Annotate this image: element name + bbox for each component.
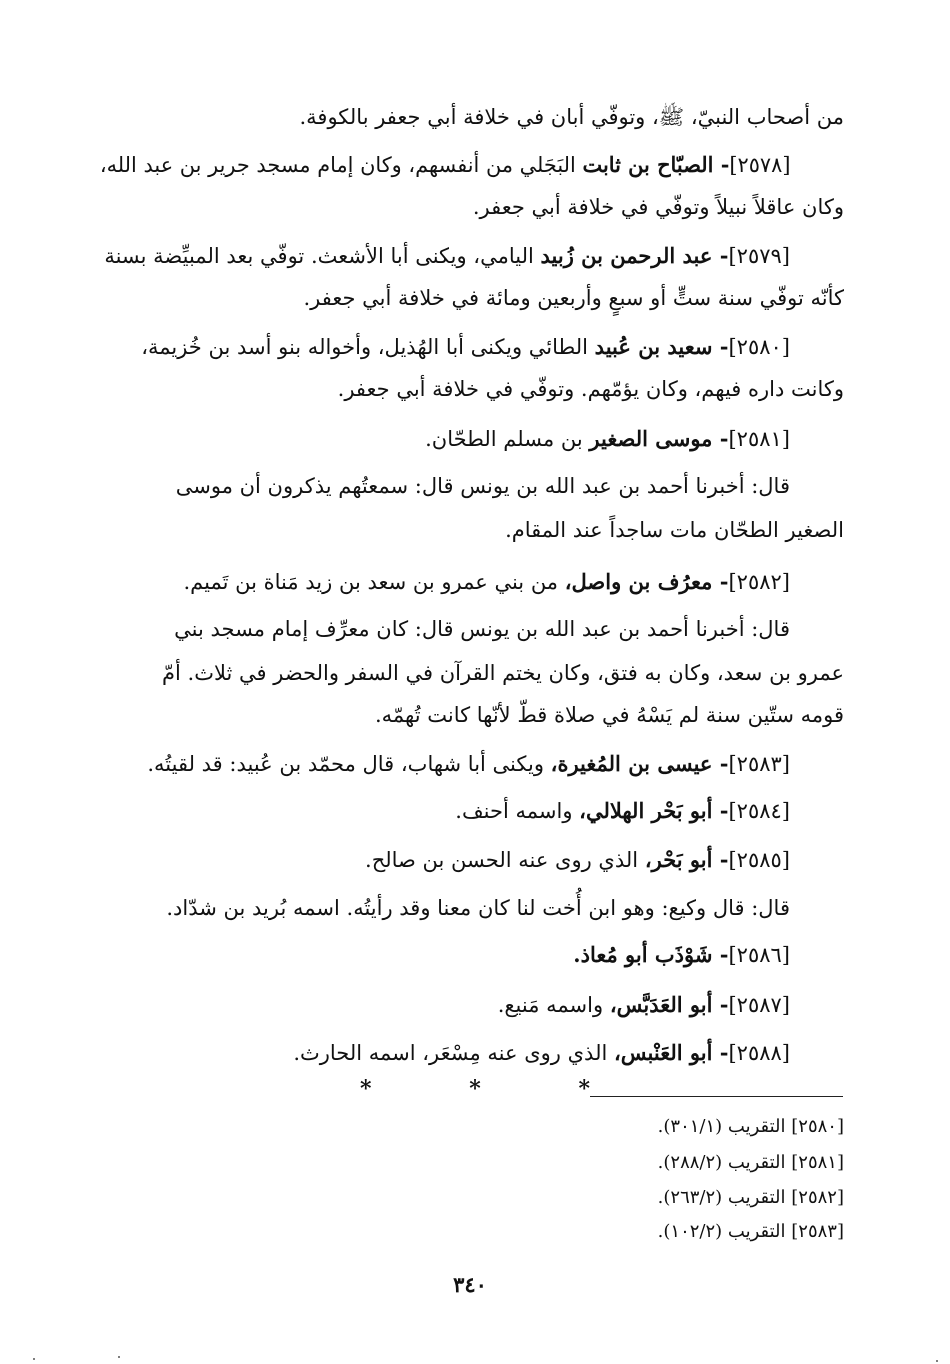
entry-number: [٢٥٨٧] xyxy=(728,993,790,1017)
entry-2588 xyxy=(293,1036,790,1070)
entry-2587 xyxy=(498,988,790,1022)
entry-number: [٢٥٨١] xyxy=(728,427,790,451)
quote-line: عمرو بن سعد، وكان به فتق، وكان يختم القرآن في السفر والحضر في ثلاث. أمّ xyxy=(162,661,844,685)
entry-name: - أبو بَحْر الهلالي، xyxy=(579,798,729,823)
entry-2584 xyxy=(455,794,790,828)
page-number: ٣٤٠ xyxy=(453,1272,487,1297)
continuation-line: من أصحاب النبيّ، ﷺ، وتوفّي أبان في خلافة أبي جعفر بالكوفة. xyxy=(299,105,844,129)
star-mark: * xyxy=(469,1076,481,1102)
entry-2583 xyxy=(147,747,790,781)
footnote-rule xyxy=(590,1096,843,1097)
entry-number: [٢٥٨٥] xyxy=(728,848,790,872)
entry-2578 xyxy=(99,148,790,182)
entry-text: من بني عمرو بن سعد بن زيد مَناة بن تَميم. xyxy=(183,570,559,594)
entry-number: [٢٥٨٠] xyxy=(728,335,790,359)
entry-text: ويكنى أبا شهاب، قال محمّد بن عُبيد: قد لقيتُه. xyxy=(147,752,544,776)
entry-name: - سعيد بن عُبيد xyxy=(594,334,729,359)
entry-name: - شَوْذَب أبو مُعاذ. xyxy=(573,942,729,967)
entry-2580-cont: وكانت داره فيهم، وكان يؤمّهم. وتوفّي في خلافة أبي جعفر. xyxy=(337,377,844,401)
entry-number: [٢٥٨٦] xyxy=(728,943,790,967)
entry-2586 xyxy=(573,938,790,972)
entry-text: بن مسلم الطحّان. xyxy=(425,427,583,451)
footnote: [٢٥٨٣] التقريب (١٠٢/٢). xyxy=(657,1221,844,1242)
entry-number: [٢٥٨٨] xyxy=(728,1041,790,1065)
entry-text: اليامي، ويكنى أبا الأشعث. توفّي بعد المبيِّضة بسنة xyxy=(104,244,534,268)
quote-line: قال: أخبرنا أحمد بن عبد الله بن يونس قال: كان معرِّف إمام مسجد بني xyxy=(174,617,790,641)
entry-name: - معرُف بن واصل، xyxy=(564,569,729,594)
star-mark: * xyxy=(360,1076,372,1102)
footnote: [٢٥٨٠] التقريب (٣٠١/١). xyxy=(657,1116,844,1137)
star-mark: * xyxy=(578,1076,590,1102)
footnote: [٢٥٨١] التقريب (٢٨٨/٢). xyxy=(657,1152,844,1173)
entry-2581 xyxy=(425,422,790,456)
entry-name: - أبو بَحْر، xyxy=(644,847,729,872)
entry-2578-cont: وكان عاقلاً نبيلاً وتوفّي في خلافة أبي جعفر. xyxy=(472,195,844,219)
scan-speck xyxy=(118,1356,120,1358)
entry-number: [٢٥٧٨] xyxy=(728,153,790,177)
entry-name: - عيسى بن المُغيرة، xyxy=(550,751,729,776)
entry-text: واسمه مَنيع. xyxy=(497,993,604,1017)
entry-2579-cont: كأنّه توفّي سنة ستٍّ أو سبعٍ وأربعين ومائة في خلافة أبي جعفر. xyxy=(303,286,844,310)
entry-name: - عبد الرحمن بن زُبيد xyxy=(540,243,729,268)
entry-2585 xyxy=(365,843,790,877)
entry-name: - الصبّاح بن ثابت xyxy=(581,152,729,177)
entry-text: واسمه أحنف. xyxy=(455,799,573,823)
entry-name: - أبو العَنْبس، xyxy=(614,1040,729,1065)
scan-speck xyxy=(936,1360,938,1362)
entry-name: - أبو العَدَبَّس، xyxy=(609,992,729,1017)
entry-2582 xyxy=(183,565,790,599)
entry-number: [٢٥٧٩] xyxy=(728,244,790,268)
entry-2580 xyxy=(141,330,790,364)
entry-2579 xyxy=(104,239,790,273)
footnote: [٢٥٨٢] التقريب (٢٦٣/٢). xyxy=(657,1187,844,1208)
entry-name: - موسى الصغير xyxy=(589,426,729,451)
entry-text: الطائي ويكنى أبا الهُذيل، وأخواله بنو أسد بن خُزيمة، xyxy=(141,335,588,359)
entry-text: الذي روى عنه مِسْعَر، اسمه الحارث. xyxy=(293,1041,608,1065)
quote-line: قال: أخبرنا أحمد بن عبد الله بن يونس قال: سمعتُهم يذكرون أن موسى xyxy=(175,474,790,498)
quote-line: قال: قال وكيع: وهو ابن أُخت لنا كان معنا وقد رأيتُه. اسمه بُريد بن شدّاد. xyxy=(166,896,790,920)
entry-text: البَجَلي من أنفسهم، وكان إمام مسجد جرير بن عبد الله، xyxy=(99,153,576,177)
entry-number: [٢٥٨٢] xyxy=(728,570,790,594)
quote-line: قومه ستّين سنة لم يَسْهُ في صلاة قطّ لأنّها كانت تُهمّه. xyxy=(374,703,844,727)
entry-number: [٢٥٨٣] xyxy=(728,752,790,776)
section-separator xyxy=(360,1076,590,1102)
scan-speck xyxy=(33,1358,35,1360)
quote-line: الصغير الطحّان مات ساجداً عند المقام. xyxy=(505,518,844,542)
entry-text: الذي روى عنه الحسن بن صالح. xyxy=(365,848,639,872)
entry-number: [٢٥٨٤] xyxy=(728,799,790,823)
